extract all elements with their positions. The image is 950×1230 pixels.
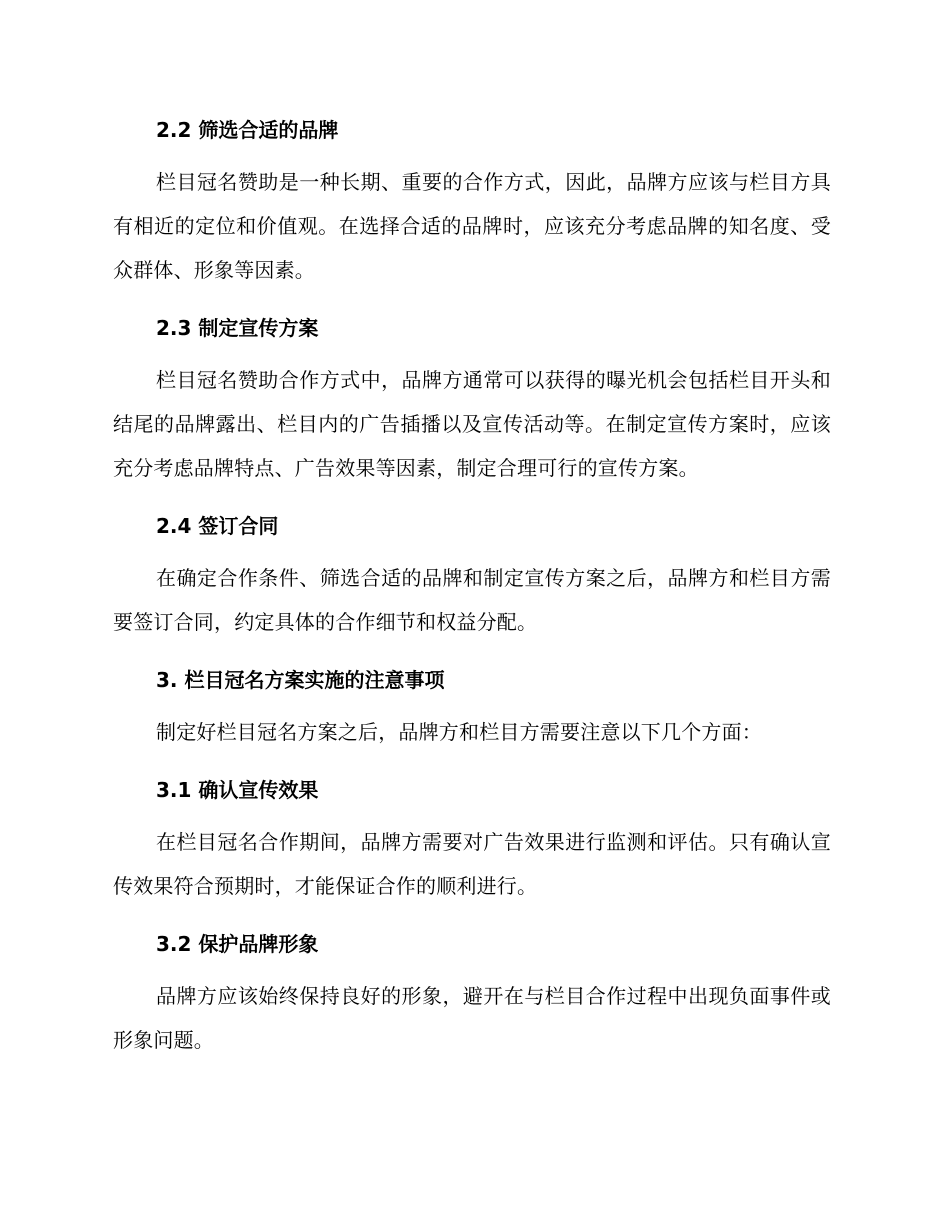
section-heading-2-4: 2.4 签订合同 — [156, 514, 279, 538]
section-heading-3-1: 3.1 确认宣传效果 — [156, 778, 319, 802]
section-paragraph-3-2: 品牌方应该始终保持良好的形象，避开在与栏目合作过程中出现负面事件或形象问题。 — [113, 984, 831, 1052]
section-paragraph-2-4: 在确定合作条件、筛选合适的品牌和制定宣传方案之后，品牌方和栏目方需要签订合同，约定具体的合作细节和权益分配。 — [113, 566, 831, 634]
section-heading-2-3: 2.3 制定宣传方案 — [156, 316, 319, 340]
section-heading-3: 3. 栏目冠名方案实施的注意事项 — [156, 668, 445, 692]
section-heading-2-2: 2.2 筛选合适的品牌 — [156, 118, 339, 142]
section-paragraph-3: 制定好栏目冠名方案之后，品牌方和栏目方需要注意以下几个方面： — [156, 720, 762, 744]
section-paragraph-2-3: 栏目冠名赞助合作方式中，品牌方通常可以获得的曝光机会包括栏目开头和结尾的品牌露出、栏目内的广告插播以及宣传活动等。在制定宣传方案时，应该充分考虑品牌特点、广告效果等因素，制定合理可行的宣传方案。 — [113, 368, 831, 480]
section-heading-3-2: 3.2 保护品牌形象 — [156, 932, 319, 956]
section-paragraph-2-2: 栏目冠名赞助是一种长期、重要的合作方式，因此，品牌方应该与栏目方具有相近的定位和价值观。在选择合适的品牌时，应该充分考虑品牌的知名度、受众群体、形象等因素。 — [113, 170, 831, 282]
section-paragraph-3-1: 在栏目冠名合作期间，品牌方需要对广告效果进行监测和评估。只有确认宣传效果符合预期时，才能保证合作的顺利进行。 — [113, 830, 831, 898]
document-body — [113, 108, 831, 1062]
